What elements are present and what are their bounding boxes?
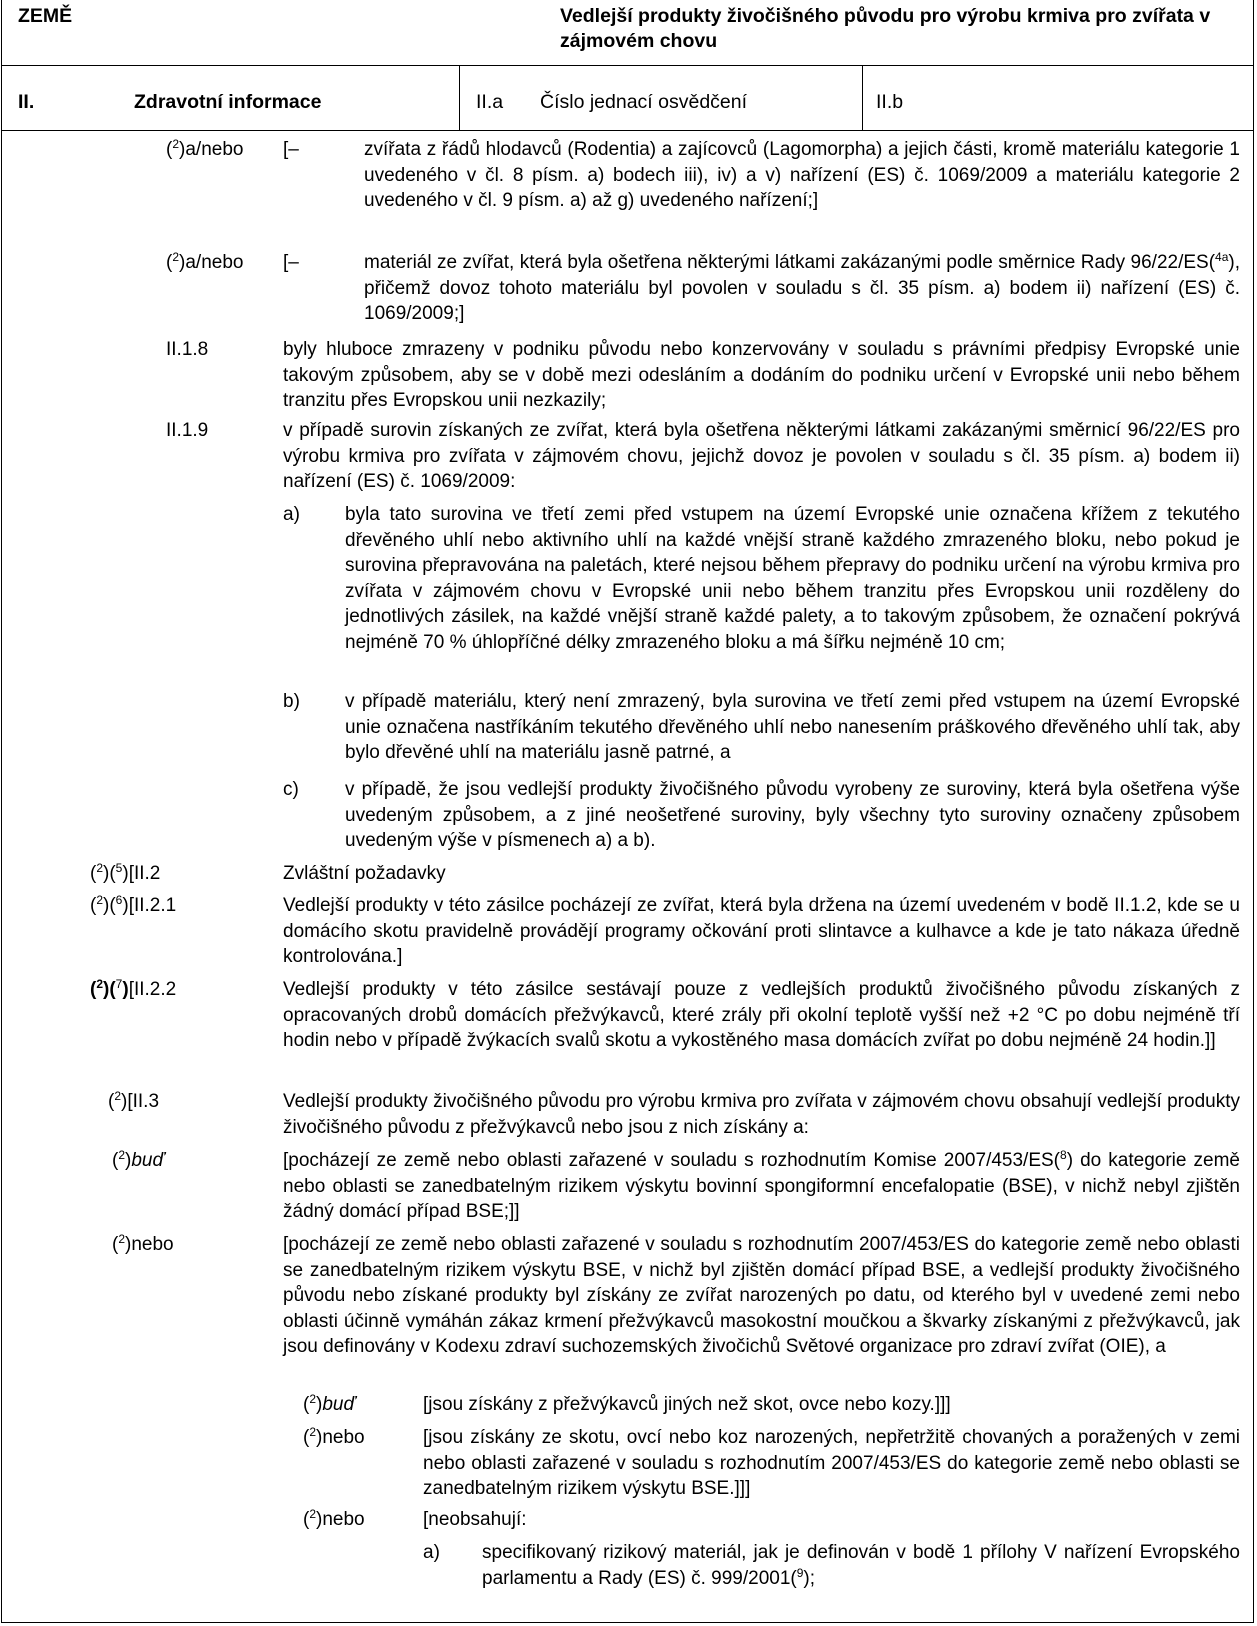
- option-label: ($^2$)buď: [303, 1392, 356, 1415]
- ref-label: II.a: [476, 91, 504, 113]
- option-label: ($^2$)nebo: [303, 1507, 365, 1530]
- option-label: ($^2$)nebo: [112, 1232, 174, 1255]
- cattle-sheep-goats-paragraph: [jsou získány ze skotu, ovcí nebo koz narozených, nepřetržitě chovaných a poražených v zemi nebo oblasti zařazené v souladu s rozhodnutím 2007/453/ES do kategorie země nebo oblasti se zanedbatelným rizikem výskytu BSE.]]]: [423, 1427, 1240, 1499]
- list-item-c: v případě, že jsou vedlejší produkty živočišného původu vyrobeny ze suroviny, která byla ošetřena výše uvedeným způsobem, a z jiné neošetřené suroviny, byly všechny tyto suroviny označeny způsobem uvedeným výše v písmenech a) a b).: [345, 779, 1240, 851]
- item-label: ($^2$)a/nebo: [166, 137, 244, 160]
- bse-case-paragraph: [pocházejí ze země nebo oblasti zařazené v souladu s rozhodnutím 2007/453/ES do kategorie země nebo oblasti se zanedbatelným rizikem výskytu BSE, v nichž byl zjištěn domácí případ BSE, a vedlejší produkty živočišného původu nebo získané produkty byl získány ze zvířat narozených po datu, od kterého byl v uvedené zemi nebo oblasti účinně vymáhán zákaz krmení přežvýkavců masokostní moučkou a škvarky získanými z přežvýkavců, jak jsou definovány v Kodexu zdraví suchozemských živočichů Světové organizace pro zdraví zvířat (OIE), a: [283, 1234, 1240, 1357]
- treated-raw-paragraph: v případě surovin získaných ze zvířat, která byla ošetřena některými látkami zakázanými směrnicí 96/22/ES pro výrobu krmiva pro zvířata v zájmovém chovu, jejichž dovoz je povolen v souladu s čl. 35 písm. a) bodem ii) nařízení (ES) č. 1069/2009:: [283, 420, 1240, 492]
- frozen-paragraph: byly hluboce zmrazeny v podniku původu nebo konzervovány v souladu s právními předpisy Evropské unie takovým způsobem, aby se v době mezi odesláním a dodáním do podniku určení v Evropské unii nebo během tranzitu přes Evropskou unii nezkazily;: [283, 339, 1240, 411]
- not-containing-heading: [neobsahují:: [423, 1509, 527, 1530]
- srm-paragraph: specifikovaný rizikový materiál, jak je definován v bodě 1 přílohy V nařízení Evropského parlamentu a Rady (ES) č. 999/2001($^9$);: [482, 1542, 1240, 1589]
- section-number: II.: [18, 91, 35, 113]
- point-number: II.1.9: [166, 420, 209, 441]
- point-number: ($^2$)($^7$)[II.2.2: [90, 977, 177, 1000]
- list-marker: a): [283, 504, 300, 525]
- header-divider-2: [862, 65, 863, 130]
- section-title: Zdravotní informace: [134, 91, 322, 113]
- point-number: II.1.8: [166, 339, 209, 360]
- certificate-title: Vedlejší produkty živočišného původu pro výrobu krmiva pro zvířata v zájmovém chovu: [560, 5, 1211, 52]
- list-marker: b): [283, 691, 300, 712]
- header-rule-bottom: [1, 130, 1253, 131]
- header-divider-1: [459, 65, 460, 130]
- special-requirements-heading: Zvláštní požadavky: [283, 863, 446, 884]
- option-label: ($^2$)buď: [112, 1148, 165, 1171]
- point-number: ($^2$)($^5$)[II.2: [90, 861, 161, 884]
- option-label: ($^2$)nebo: [303, 1425, 365, 1448]
- country-label: ZEMĚ: [18, 5, 73, 27]
- point-number: ($^2$)($^6$)[II.2.1: [90, 893, 177, 916]
- point-number: ($^2$)[II.3: [108, 1089, 160, 1112]
- vaccination-paragraph: Vedlejší produkty v této zásilce pocházejí ze zvířat, která byla držena na území uvedeném v bodě II.1.2, kde se u domácího skotu pravidelně provádějí programy očkování proti slintavce a kulhavce a kde je tato nákaza úředně kontrolována.]: [283, 895, 1240, 967]
- list-marker: c): [283, 779, 299, 800]
- list-item-a: byla tato surovina ve třetí zemi před vstupem na území Evropské unie označena křížem z tekutého dřevěného uhlí nebo aktivního uhlí na každé vnější straně každého zmrazeného bloku, nebo pokud je surovina přepravována na paletách, které nejsou během přepravy do podniku určení na výrobu krmiva pro zvířata v zájmovém chovu v Evropské unii nebo během tranzitu přes Evropskou unii rozděleny do jednotlivých zásilek, na každé vnější straně každé palety, a to takovým způsobem, že označení pokrývá nejméně 70 % úhlopříčné délky zmrazeného bloku a má šířku nejméně 10 cm;: [345, 504, 1240, 653]
- offal-paragraph: Vedlejší produkty v této zásilce sestávají pouze z vedlejších produktů živočišného původu získaných z opracovaných drobů domácích přežvýkavců, které zrály při okolní teplotě vyšší než +2 °C po dobu nejméně tří hodin nebo v případě žvýkacích svalů skotu a vykostěného masa domácích zvířat po dobu nejméně 24 hodin.]]: [283, 979, 1240, 1051]
- treated-material-paragraph: materiál ze zvířat, která byla ošetřena některými látkami zakázanými podle směrnice Rady 96/22/ES($^{4a}$), přičemž dovoz tohoto materiálu byl povolen v souladu s čl. 35 písm. a) bodem ii) nařízení (ES) č. 1069/2009;]: [364, 250, 1240, 324]
- negligible-risk-paragraph: [pocházejí ze země nebo oblasti zařazené v souladu s rozhodnutím Komise 2007/453/ES($^8$) do kategorie země nebo oblasti se zanedbatelným rizikem výskytu bovinní spongiformní encefalopatie (BSE), v nichž nebyl zjištěn žádný domácí případ BSE;]]: [283, 1148, 1240, 1222]
- header-rule-top: [1, 65, 1253, 66]
- bracket-dash: [–: [283, 139, 299, 160]
- list-item-b: v případě materiálu, který není zmrazený, byla surovina ve třetí zemi před vstupem na území Evropské unie označena nastříkáním tekutého dřevěného uhlí nebo nanesením práškového dřevěného uhlí tak, aby bylo dřevěné uhlí na materiálu jasně patrné, a: [345, 691, 1240, 763]
- ref-b: II.b: [876, 91, 904, 113]
- bracket-dash: [–: [283, 252, 299, 273]
- other-ruminants-paragraph: [jsou získány z přežvýkavců jiných než skot, ovce nebo kozy.]]]: [423, 1394, 951, 1415]
- rodent-paragraph: zvířata z řádů hlodavců (Rodentia) a zajícovců (Lagomorpha) a jejich části, kromě materiálu kategorie 1 uvedeného v čl. 8 písm. a) bodech iii), iv) a v) nařízení (ES) č. 1069/2009 a materiálu kategorie 2 uvedeného v čl. 9 písm. a) až g) uvedeného nařízení;]: [364, 139, 1240, 211]
- ruminant-paragraph: Vedlejší produkty živočišného původu pro výrobu krmiva pro zvířata v zájmovém chovu obsahují vedlejší produkty živočišného původu z přežvýkavců nebo jsou z nich získány a:: [283, 1091, 1240, 1138]
- item-label: ($^2$)a/nebo: [166, 250, 244, 273]
- ref-title: Číslo jednací osvědčení: [540, 91, 748, 113]
- list-marker: a): [423, 1542, 440, 1563]
